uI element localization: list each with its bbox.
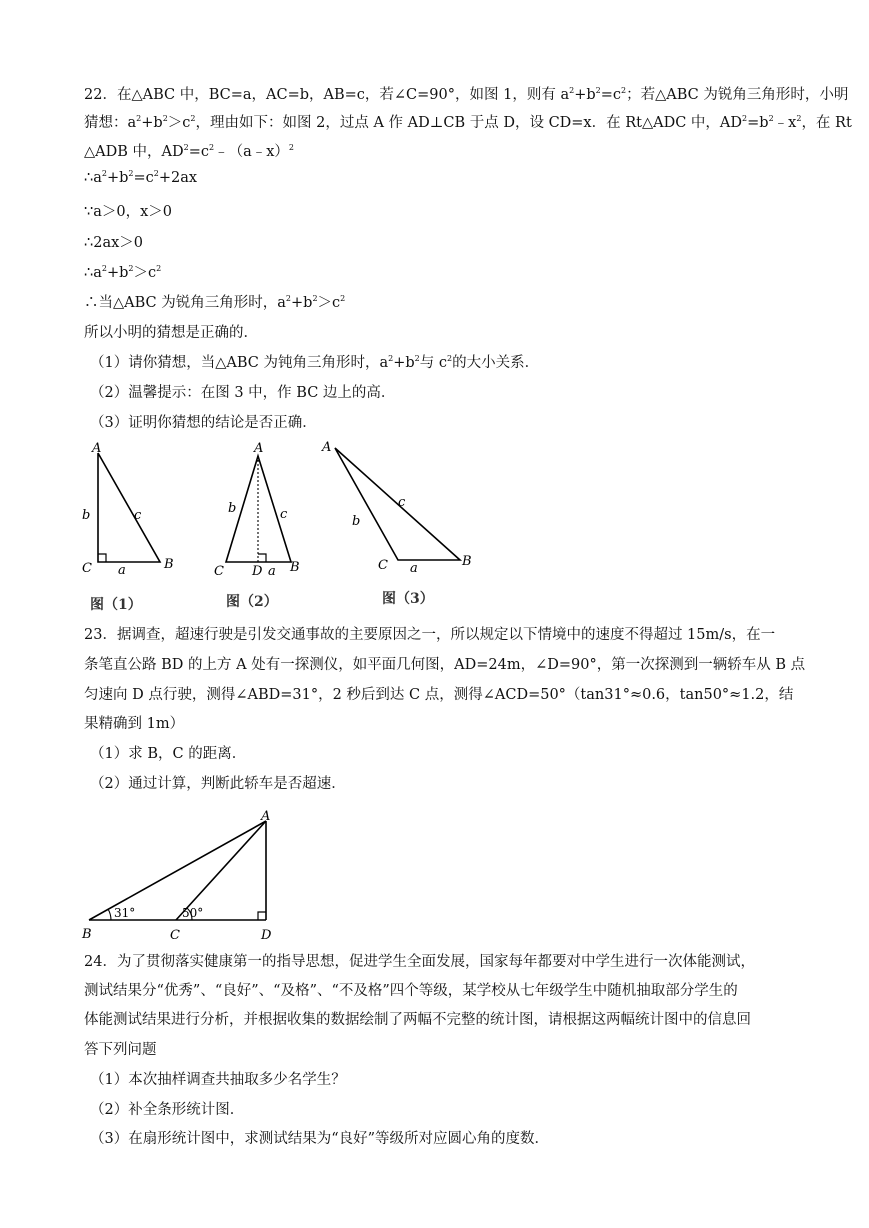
fig3-label-A: A: [322, 440, 332, 455]
q23-line-4: 果精确到 1m）: [84, 716, 185, 732]
fig2-label-b: b: [228, 501, 237, 516]
fig1-triangle: [98, 453, 160, 562]
q23-label-A: A: [261, 809, 271, 824]
q24-part-3: （3）在扇形统计图中，求测试结果为“良好”等级所对应圆心角的度数．: [90, 1131, 550, 1147]
q22-part-2: （2）温馨提示：在图 3 中，作 BC 边上的高．: [90, 385, 396, 401]
q23-label-D: D: [261, 928, 272, 943]
q22-conclusion: 所以小明的猜想是正确的．: [84, 325, 258, 341]
q22-line-2: 猜想：$a^2+b^2>c^2$，理由如下：如图 2，过点 A 作 AD⊥CB 于点 D，设 CD=x．在 Rt△ADC 中，$AD^2=b^2﹣x^2$，在 Rt: [84, 114, 852, 131]
q24-line-2: 测试结果分“优秀”、“良好”、“及格”、“不及格”四个等级，某学校从七年级学生中随机抽取部分学生的: [84, 983, 738, 999]
q23-part-1: （1）求 B，C 的距离．: [90, 746, 247, 762]
fig1-label-A: A: [92, 441, 102, 456]
fig2-label-B: B: [290, 560, 300, 575]
fig2-label-C: C: [214, 564, 224, 579]
fig1-right-angle-mark: [98, 554, 106, 562]
q23-line-1: 23．据调查，超速行驶是引发交通事故的主要原因之一，所以规定以下情境中的速度不得超过 15m/s，在一: [84, 627, 776, 643]
q22-line-1: 22．在△ABC 中，BC=a，AC=b，AB=c，若∠C=90°，如图 1，则有 $a^2+b^2=c^2$；若△ABC 为锐角三角形时，小明: [84, 86, 849, 103]
fig2-right-angle-mark: [258, 554, 266, 562]
q24-line-4: 答下列问题: [84, 1042, 157, 1058]
q24-line-3: 体能测试结果进行分析，并根据收集的数据绘制了两幅不完整的统计图，请根据这两幅统计图中的信息回: [84, 1012, 751, 1028]
q22-step-3: ∴2ax＞0: [84, 235, 143, 251]
fig1-label-B: B: [164, 557, 174, 572]
fig2-label-D: D: [252, 564, 263, 579]
q22-step-5: ∴当△ABC 为锐角三角形时，$a^2+b^2>c^2$: [84, 294, 346, 311]
q23-line-3: 匀速向 D 点行驶，测得∠ABD=31°，2 秒后到达 C 点，测得∠ACD=50°（tan31°≈0.6，tan50°≈1.2，结: [84, 687, 794, 703]
fig2-caption: 图（2）: [226, 594, 278, 610]
q24-part-1: （1）本次抽样调查共抽取多少名学生？: [90, 1072, 346, 1088]
fig3-label-C: C: [378, 558, 388, 573]
q23-angle-label-b: 31°: [114, 906, 136, 920]
q23-label-B: B: [82, 927, 92, 942]
fig1-label-C: C: [82, 561, 92, 576]
fig1-label-b: b: [82, 508, 91, 523]
q23-angle-label-c: 50°: [182, 906, 204, 920]
q23-line-2: 条笔直公路 BD 的上方 A 处有一探测仪，如平面几何图，AD=24m，∠D=90°，第一次探测到一辆轿车从 B 点: [84, 657, 806, 673]
fig1-label-a: a: [118, 563, 126, 578]
q23-figure: [80, 806, 280, 946]
fig3-label-a: a: [410, 561, 418, 576]
fig1-caption: 图（1）: [90, 597, 142, 613]
q22-part-1: （1）请你猜想，当△ABC 为钝角三角形时，$a^2+b^2$与 $c^2$的大小关系．: [90, 354, 540, 371]
fig2-label-c: c: [280, 507, 288, 522]
q22-figure-3: [318, 436, 478, 614]
q22-step-4: $\therefore a^2+b^2>c^2$: [84, 264, 162, 281]
q22-figure-2: [208, 438, 318, 616]
q23-right-angle-mark: [258, 912, 266, 920]
q22-step-1: $\therefore a^2+b^2=c^2+2ax$: [84, 169, 198, 186]
fig3-caption: 图（3）: [382, 591, 434, 607]
q23-label-C: C: [170, 928, 180, 943]
q22-part-3: （3）证明你猜想的结论是否正确．: [90, 415, 317, 431]
q24-line-1: 24．为了贯彻落实健康第一的指导思想，促进学生全面发展，国家每年都要对中学生进行一次体能测试，: [84, 954, 755, 970]
q22-step-2: ∵a＞0，x＞0: [84, 204, 172, 220]
fig2-label-a: a: [268, 564, 276, 579]
fig3-label-B: B: [462, 554, 472, 569]
fig1-label-c: c: [134, 508, 142, 523]
q23-part-2: （2）通过计算，判断此轿车是否超速．: [90, 776, 346, 792]
fig3-label-c: c: [398, 495, 406, 510]
q22-figure-1: [78, 438, 188, 616]
q22-line-3: △ADB 中，$AD^2=c^2﹣(a﹣x)^2$: [84, 143, 295, 160]
q24-part-2: （2）补全条形统计图．: [90, 1102, 245, 1118]
fig3-label-b: b: [352, 514, 361, 529]
q23-angle-arc-b: [108, 909, 111, 920]
fig2-label-A: A: [254, 441, 264, 456]
